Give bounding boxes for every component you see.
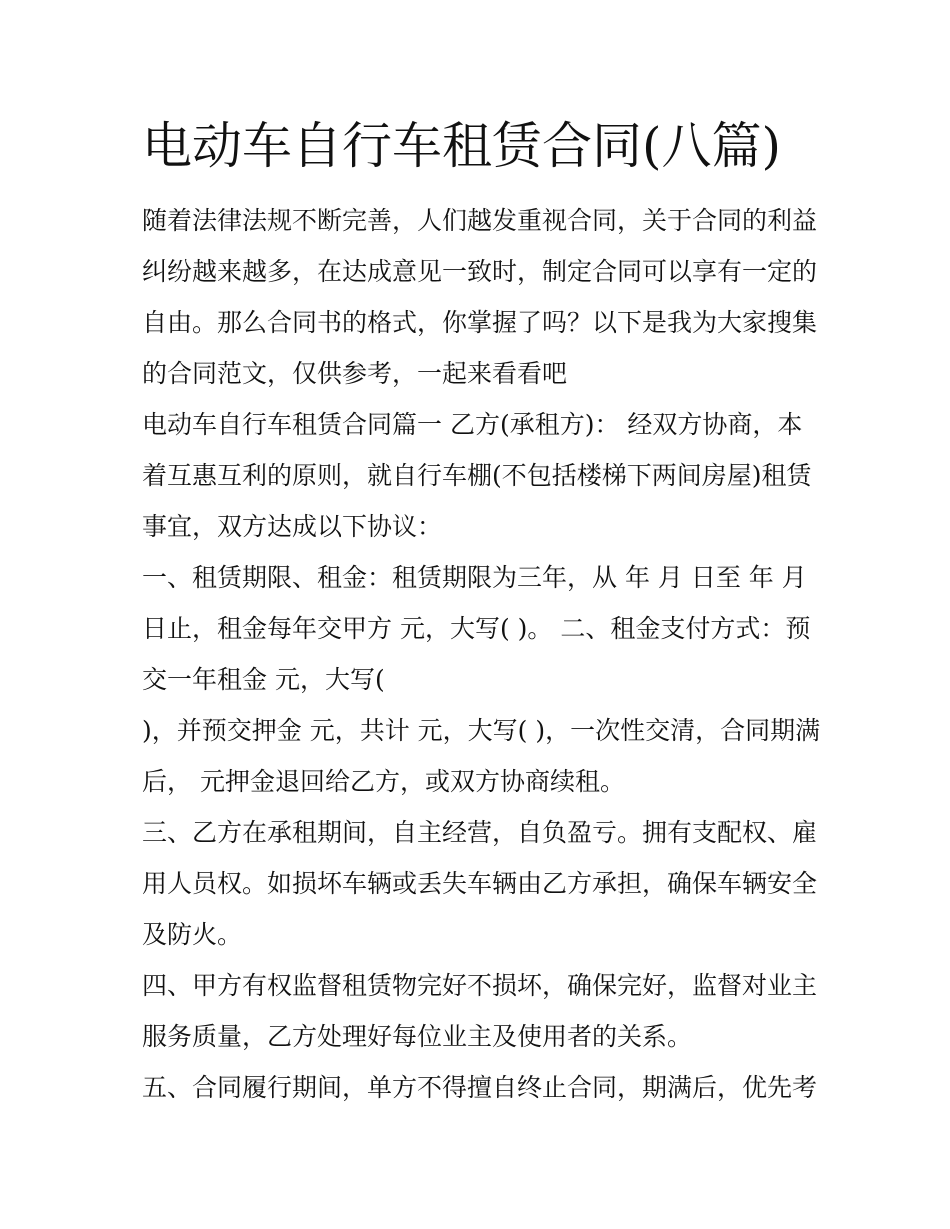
paragraph-line: 及防火。 [142, 920, 243, 949]
paragraph-line: 着互惠互利的原则，就自行车棚(不包括楼梯下两间房屋)租赁 [142, 461, 812, 490]
document-title: 电动车自行车租赁合同(八篇) [142, 117, 782, 175]
paragraph-line: 用人员权。如损坏车辆或丢失车辆由乙方承担，确保车辆安全 [142, 869, 818, 898]
paragraph-line: 五、合同履行期间，单方不得擅自终止合同，期满后，优先考 [142, 1073, 818, 1102]
paragraph-line: 自由。那么合同书的格式，你掌握了吗？以下是我为大家搜集 [142, 308, 818, 337]
paragraph-line: )，并预交押金 元，共计 元，大写( )，一次性交清，合同期满 [142, 716, 821, 745]
paragraph-line: 的合同范文，仅供参考，一起来看看吧 [142, 359, 568, 388]
paragraph-line: 交一年租金 元，大写( [142, 665, 385, 694]
paragraph-line: 纠纷越来越多，在达成意见一致时，制定合同可以享有一定的 [142, 257, 818, 286]
paragraph-line: 四、甲方有权监督租赁物完好不损坏，确保完好，监督对业主 [142, 971, 818, 1000]
paragraph-line: 一、租赁期限、租金：租赁期限为三年，从 年 月 日至 年 月 [142, 563, 807, 592]
paragraph-line: 日止，租金每年交甲方 元，大写( )。 二、租金支付方式：预 [142, 614, 811, 643]
paragraph-line: 随着法律法规不断完善，人们越发重视合同，关于合同的利益 [142, 206, 818, 235]
paragraph-line: 事宜，双方达成以下协议： [142, 512, 443, 541]
paragraph-line: 三、乙方在承租期间，自主经营，自负盈亏。拥有支配权、雇 [142, 818, 818, 847]
paragraph-line: 电动车自行车租赁合同篇一 乙方(承租方)： 经双方协商，本 [142, 410, 803, 439]
paragraph-line: 后， 元押金退回给乙方，或双方协商续租。 [142, 767, 625, 796]
paragraph-line: 服务质量，乙方处理好每位业主及使用者的关系。 [142, 1022, 693, 1051]
